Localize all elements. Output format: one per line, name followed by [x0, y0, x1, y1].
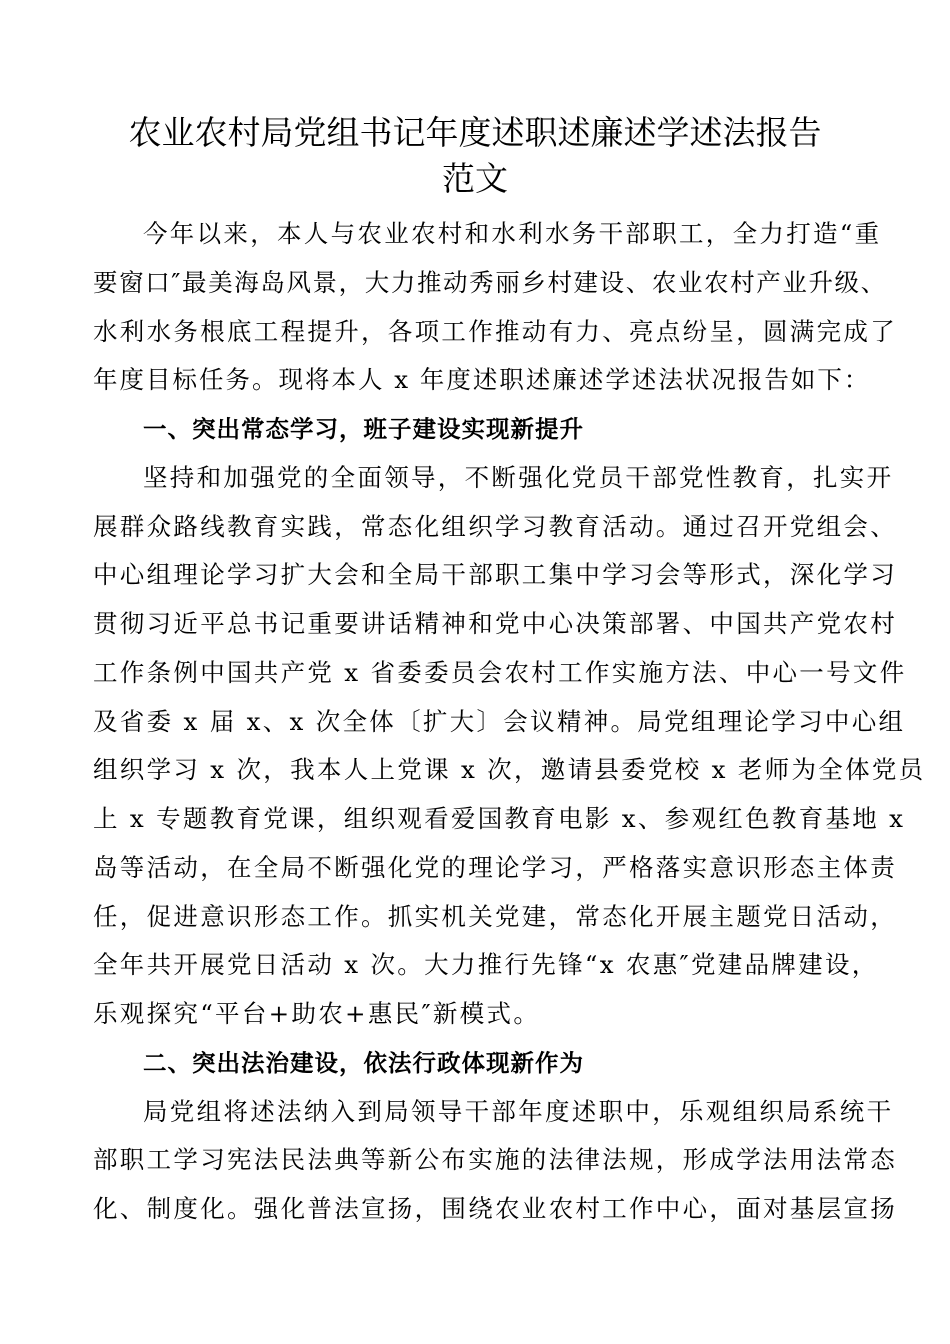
paragraph-line: 乐观探究“平台+助农+惠民″新模式。	[93, 999, 541, 1028]
paragraph-line: 部职工学习宪法民法典等新公布实施的法律法规，形成学法用法常态	[93, 1145, 897, 1174]
intro-line: 今年以来，本人与农业农村和水利水务干部职工，全力打造“重	[143, 219, 882, 248]
paragraph-line: 贯彻习近平总书记重要讲话精神和党中心决策部署、中国共产党农村	[93, 609, 897, 638]
paragraph-line: 工作条例中国共产党 x 省委委员会农村工作实施方法、中心一号文件	[93, 658, 907, 687]
intro-line: 水利水务根底工程提升，各项工作推动有力、亮点纷呈，圆满完成了	[93, 317, 897, 346]
paragraph-line: 岛等活动，在全局不断强化党的理论学习，严格落实意识形态主体责	[93, 853, 897, 882]
paragraph-line: 上 x 专题教育党课，组织观看爱国教育电影 x、参观红色教育基地 x	[93, 804, 906, 833]
title-line-2: 范文	[442, 159, 508, 198]
section-heading: 二、突出法治建设，依法行政体现新作为	[143, 1049, 584, 1077]
paragraph-line: 坚持和加强党的全面领导，不断强化党员干部党性教育，扎实开	[143, 463, 894, 492]
paragraph-line: 局党组将述法纳入到局领导干部年度述职中，乐观组织局系统干	[143, 1097, 894, 1126]
document-title	[90, 110, 860, 202]
intro-line: 年度目标任务。现将本人 x 年度述职述廉述学述法状况报告如下：	[93, 365, 871, 394]
paragraph-line: 展群众路线教育实践，常态化组织学习教育活动。通过召开党组会、	[93, 512, 897, 541]
intro-line: 要窗口″最美海岛风景，大力推动秀丽乡村建设、农业农村产业升级、	[93, 268, 887, 297]
paragraph-line: 全年共开展党日活动 x 次。大力推行先锋“x 农惠″党建品牌建设，	[93, 950, 879, 979]
paragraph-line: 任，促进意识形态工作。抓实机关党建，常态化开展主题党日活动，	[93, 902, 897, 931]
section-heading: 一、突出常态学习，班子建设实现新提升	[143, 415, 584, 443]
paragraph-line: 组织学习 x 次，我本人上党课 x 次，邀请县委党校 x 老师为全体党员	[93, 755, 926, 784]
paragraph-line: 中心组理论学习扩大会和全局干部职工集中学习会等形式，深化学习	[93, 560, 897, 589]
paragraph-line: 及省委 x 届 x、x 次全体〔扩大〕会议精神。局党组理论学习中心组	[93, 707, 906, 736]
paragraph-line: 化、制度化。强化普法宣扬，围绕农业农村工作中心，面对基层宣扬	[93, 1194, 897, 1223]
title-line-1: 农业农村局党组书记年度述职述廉述学述法报告	[128, 113, 822, 152]
